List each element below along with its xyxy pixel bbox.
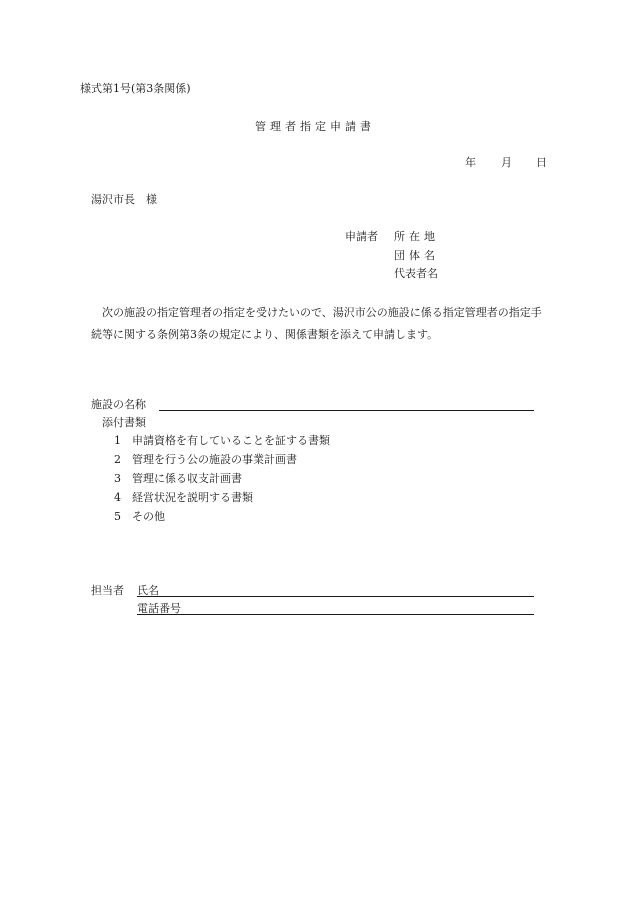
form-number: 様式第1号(第3条関係) bbox=[80, 82, 191, 95]
organization-field-label: 団体名 bbox=[394, 249, 439, 262]
date-day-label: 日 bbox=[536, 156, 547, 169]
list-item-number: 3 bbox=[114, 472, 121, 485]
contact-phone-input-line[interactable] bbox=[137, 614, 534, 615]
list-item-text: その他 bbox=[132, 510, 165, 523]
list-item bbox=[114, 453, 330, 472]
list-item-number: 5 bbox=[114, 510, 121, 523]
facility-name-label: 施設の名称 bbox=[91, 398, 146, 411]
contact-phone-label: 電話番号 bbox=[137, 602, 181, 615]
attachments-list bbox=[114, 434, 330, 529]
contact-name-label: 氏名 bbox=[137, 584, 159, 597]
date-month-label: 月 bbox=[501, 156, 512, 169]
application-statement: 次の施設の指定管理者の指定を受けたいので、湯沢市公の施設に係る指定管理者の指定手続等に関する条例第3条の規定により、関係書類を添えて申請します。 bbox=[91, 306, 542, 341]
list-item-text: 経営状況を説明する書類 bbox=[132, 491, 253, 504]
document-title: 管理者指定申請書 bbox=[255, 120, 375, 133]
list-item-number: 1 bbox=[114, 434, 121, 447]
contact-name-input-line[interactable] bbox=[137, 596, 534, 597]
list-item bbox=[114, 510, 330, 529]
facility-name-input-line[interactable] bbox=[159, 410, 534, 411]
list-item-number: 4 bbox=[114, 491, 121, 504]
list-item-number: 2 bbox=[114, 453, 121, 466]
representative-field-label: 代表者名 bbox=[394, 267, 438, 280]
list-item bbox=[114, 472, 330, 491]
list-item-text: 管理を行う公の施設の事業計画書 bbox=[132, 453, 297, 466]
list-item bbox=[114, 491, 330, 510]
list-item-text: 申請資格を有していることを証する書類 bbox=[132, 434, 330, 447]
address-field-label: 所在地 bbox=[394, 230, 439, 243]
list-item bbox=[114, 434, 330, 453]
addressee: 湯沢市長 様 bbox=[91, 193, 157, 206]
list-item-text: 管理に係る収支計画書 bbox=[132, 472, 242, 485]
applicant-label: 申請者 bbox=[345, 230, 378, 243]
attachments-title: 添付書類 bbox=[102, 416, 146, 429]
date-year-label: 年 bbox=[465, 156, 476, 169]
contact-person-label: 担当者 bbox=[91, 584, 124, 597]
